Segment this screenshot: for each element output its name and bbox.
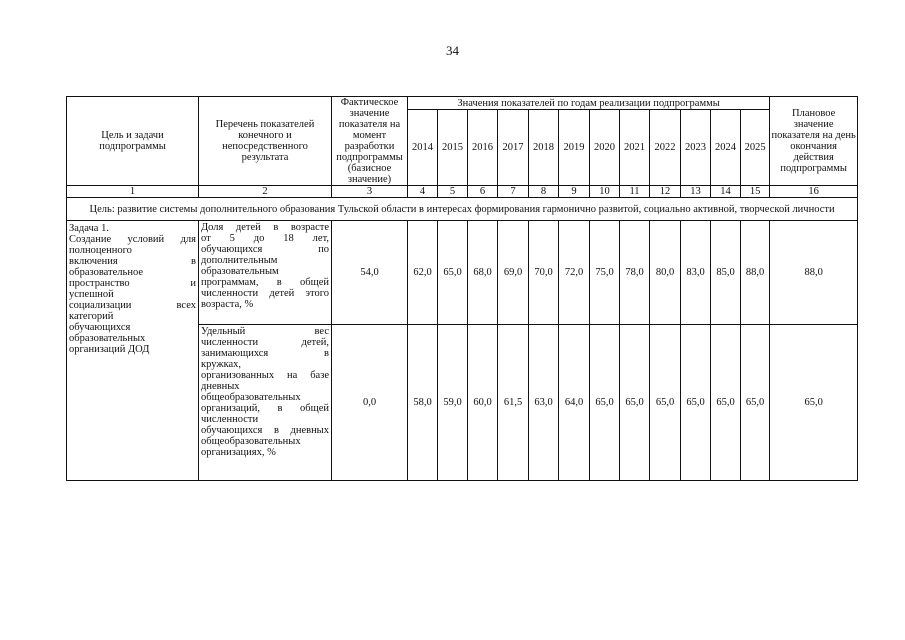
task-line: образовательных (69, 333, 146, 344)
header-year-cell: 2016 (468, 110, 498, 186)
planned-value-cell: 88,0 (770, 221, 858, 325)
indicator-line: численности детей этого (201, 288, 329, 299)
header-year-cell: 2014 (408, 110, 438, 186)
indicators-table (66, 96, 858, 481)
task-line: Задача 1. (69, 223, 109, 234)
table-row (67, 221, 858, 325)
column-number-cell: 3 (332, 186, 408, 198)
year-value-cell: 64,0 (559, 325, 590, 481)
year-value-cell: 69,0 (498, 221, 529, 325)
indicator-line: возраста, % (201, 299, 254, 310)
task-line: успешной (69, 289, 114, 300)
header-year-cell: 2022 (650, 110, 681, 186)
indicator-line: дополнительным (201, 255, 278, 266)
indicator-line: Удельный вес (201, 326, 329, 337)
column-number-cell: 1 (67, 186, 199, 198)
task-line: обучающихся (69, 322, 131, 333)
header-indicators-list: Перечень показателей конечного и непосредственного результата (199, 97, 332, 186)
task-line: социализации всех (69, 300, 196, 311)
header-planned-value: Плановое значение показателя на день окончания действия подпрограммы (770, 97, 858, 186)
year-value-cell: 83,0 (681, 221, 711, 325)
indicator-line: Доля детей в возрасте (201, 222, 329, 233)
goal-row (67, 198, 858, 221)
year-value-cell: 63,0 (529, 325, 559, 481)
column-number-cell: 12 (650, 186, 681, 198)
task-line: полноценного (69, 245, 132, 256)
task-line: пространство и (69, 278, 196, 289)
goal-text: Цель: развитие системы дополнительного образования Тульской области в интересах формирования гармонично развитой, социально активной, творческой личности (67, 198, 858, 221)
header-year-cell: 2024 (711, 110, 741, 186)
year-value-cell: 58,0 (408, 325, 438, 481)
indicator-line: обучающихся по (201, 244, 329, 255)
year-value-cell: 65,0 (620, 325, 650, 481)
year-value-cell: 65,0 (741, 325, 770, 481)
year-value-cell: 65,0 (681, 325, 711, 481)
column-number-cell: 9 (559, 186, 590, 198)
task-line: категорий (69, 311, 114, 322)
indicator-line: организованных на базе (201, 370, 329, 381)
year-value-cell: 62,0 (408, 221, 438, 325)
header-actual-value: Фактическое значение показателя на момент разработки подпрограммы (базисное значение) (332, 97, 408, 186)
column-number-cell: 7 (498, 186, 529, 198)
task-line: включения в (69, 256, 196, 267)
column-number-cell: 10 (590, 186, 620, 198)
year-value-cell: 78,0 (620, 221, 650, 325)
year-value-cell: 59,0 (438, 325, 468, 481)
header-values-by-year: Значения показателей по годам реализации подпрограммы (408, 97, 770, 110)
header-year-cell: 2021 (620, 110, 650, 186)
year-value-cell: 65,0 (711, 325, 741, 481)
header-year-cell: 2025 (741, 110, 770, 186)
header-year-cell: 2019 (559, 110, 590, 186)
header-year-cell: 2020 (590, 110, 620, 186)
indicator-line: от 5 до 18 лет, (201, 233, 329, 244)
year-value-cell: 75,0 (590, 221, 620, 325)
year-value-cell: 88,0 (741, 221, 770, 325)
base-value-cell: 54,0 (332, 221, 408, 325)
indicator-line: численности (201, 414, 259, 425)
header-year-cell: 2023 (681, 110, 711, 186)
year-value-cell: 85,0 (711, 221, 741, 325)
indicator-line: организаций, в общей (201, 403, 329, 414)
indicator-line: дневных (201, 381, 240, 392)
task-line: организаций ДОД (69, 344, 150, 355)
header-goal-tasks: Цель и задачи подпрограммы (67, 97, 199, 186)
indicator-line: общеобразовательных (201, 392, 301, 403)
column-number-cell: 16 (770, 186, 858, 198)
column-number-cell: 14 (711, 186, 741, 198)
year-value-cell: 72,0 (559, 221, 590, 325)
header-year-cell: 2018 (529, 110, 559, 186)
base-value-cell: 0,0 (332, 325, 408, 481)
page-number: 34 (446, 43, 459, 58)
indicator-description (199, 221, 332, 325)
column-number-cell: 15 (741, 186, 770, 198)
column-number-cell: 13 (681, 186, 711, 198)
header-year-cell: 2017 (498, 110, 529, 186)
column-number-cell: 8 (529, 186, 559, 198)
year-value-cell: 80,0 (650, 221, 681, 325)
year-value-cell: 65,0 (590, 325, 620, 481)
column-number-cell: 4 (408, 186, 438, 198)
indicator-line: организациях, % (201, 447, 276, 458)
column-numbers-row (67, 186, 858, 198)
indicator-line: образовательным (201, 266, 279, 277)
year-value-cell: 68,0 (468, 221, 498, 325)
year-value-cell: 60,0 (468, 325, 498, 481)
column-number-cell: 11 (620, 186, 650, 198)
year-value-cell: 65,0 (438, 221, 468, 325)
indicator-line: общеобразовательных (201, 436, 301, 447)
task-description (67, 221, 199, 481)
column-number-cell: 5 (438, 186, 468, 198)
header-row-top (67, 97, 858, 110)
header-year-cell: 2015 (438, 110, 468, 186)
task-line: Создание условий для (69, 234, 196, 245)
column-number-cell: 6 (468, 186, 498, 198)
year-value-cell: 65,0 (650, 325, 681, 481)
indicator-line: программам, в общей (201, 277, 329, 288)
year-value-cell: 61,5 (498, 325, 529, 481)
planned-value-cell: 65,0 (770, 325, 858, 481)
indicator-line: занимающихся в (201, 348, 329, 359)
indicator-line: обучающихся в дневных (201, 425, 329, 436)
indicator-line: численности детей, (201, 337, 329, 348)
indicator-description (199, 325, 332, 481)
column-number-cell: 2 (199, 186, 332, 198)
task-line: образовательное (69, 267, 143, 278)
indicator-line: кружках, (201, 359, 242, 370)
year-value-cell: 70,0 (529, 221, 559, 325)
